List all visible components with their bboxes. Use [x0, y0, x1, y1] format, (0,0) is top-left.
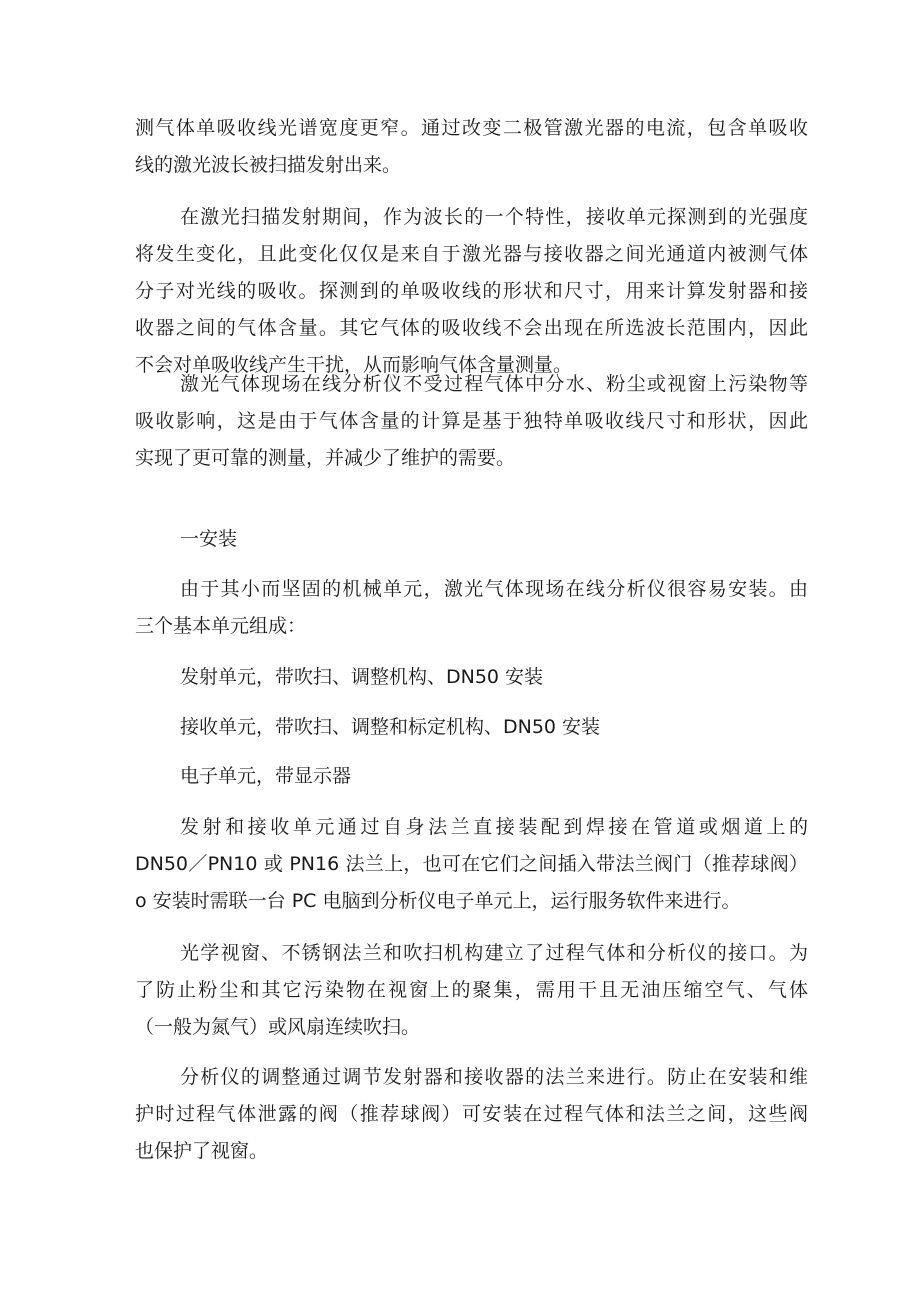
- heading-text: 一安装: [180, 528, 238, 550]
- section-heading-installation: [135, 521, 808, 558]
- text-line: 激光气体现场在线分析仪不受过程气体中分水、粉尘或视窗上污染物等: [180, 373, 808, 395]
- text-line: 发射和接收单元通过自身法兰直接装配到焊接在管道或烟道上的: [180, 816, 808, 838]
- text-line: （一般为氮气）或风扇连续吹扫。: [135, 1016, 421, 1038]
- text-line: 三个基本单元组成：: [135, 615, 307, 637]
- paragraph-scanning: [135, 199, 808, 384]
- text-line: 在激光扫描发射期间，作为波长的一个特性，接收单元探测到的光强度: [180, 206, 808, 228]
- text-line: 测气体单吸收线光谱宽度更窄。通过改变二极管激光器的电流，包含单吸收: [135, 117, 808, 139]
- text-line: 分析仪的调整通过调节发射器和接收器的法兰来进行。防止在安装和维: [180, 1066, 808, 1088]
- text-line: 光学视窗、不锈钢法兰和吹扫机构建立了过程气体和分析仪的接口。为: [180, 942, 808, 964]
- paragraph-adjustment: [135, 1059, 808, 1170]
- text-line: 了防止粉尘和其它污染物在视窗上的聚集，需用干且无油压缩空气、气体: [135, 979, 808, 1001]
- paragraph-mounting: [135, 809, 808, 920]
- text-line: 护时过程气体泄露的阀（推荐球阀）可安装在过程气体和法兰之间，这些阀: [135, 1103, 808, 1125]
- paragraph-optical-window: [135, 935, 808, 1046]
- text-line: 收器之间的气体含量。其它气体的吸收线不会出现在所选波长范围内，因此: [135, 317, 808, 339]
- text-line: 发射单元，带吹扫、调整机构、DN50 安装: [180, 666, 544, 688]
- text-line: DN50／PN10 或 PN16 法兰上，也可在它们之间插入带法兰阀门（推荐球阀）: [135, 853, 808, 875]
- text-line: 将发生变化，且此变化仅仅是来自于激光器与接收器之间光通道内被测气体: [135, 243, 808, 265]
- paragraph-reliability: [135, 366, 808, 477]
- text-line: 由于其小而坚固的机械单元，激光气体现场在线分析仪很容易安装。由: [180, 578, 808, 600]
- list-item-electronics: [135, 758, 808, 795]
- text-line: 吸收影响，这是由于气体含量的计算是基于独特单吸收线尺寸和形状，因此: [135, 410, 808, 432]
- list-item-transmitter: [135, 659, 808, 696]
- paragraph-installation-intro: [135, 571, 808, 645]
- text-line: 分子对光线的吸收。探测到的单吸收线的形状和尺寸，用来计算发射器和接: [135, 280, 808, 302]
- text-line: 不会对单吸收线产生干扰，从而影响气体含量测量。: [135, 354, 573, 376]
- list-item-receiver: [135, 709, 808, 746]
- text-line: 接收单元，带吹扫、调整和标定机构、DN50 安装: [180, 716, 601, 738]
- text-line: 线的激光波长被扫描发射出来。: [135, 154, 402, 176]
- text-line: 也保护了视窗。: [135, 1140, 269, 1162]
- text-line: o 安装时需联一台 PC 电脑到分析仪电子单元上，运行服务软件来进行。: [135, 890, 741, 912]
- paragraph-spectrum: [135, 110, 808, 184]
- text-line: 实现了更可靠的测量，并减少了维护的需要。: [135, 447, 516, 469]
- text-line: 电子单元，带显示器: [180, 765, 352, 787]
